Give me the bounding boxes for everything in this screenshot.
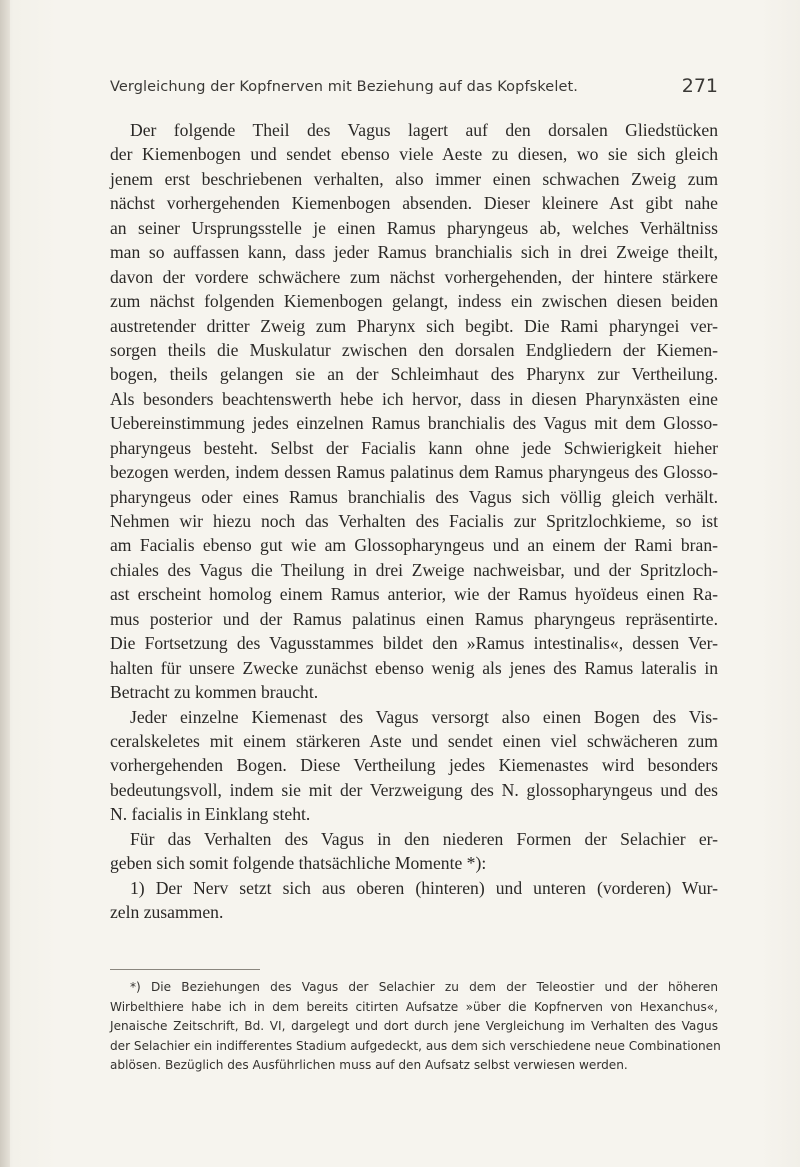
text-line: zum nächst folgenden Kiemenbogen gelangt, indess ein zwischen diesen beiden	[110, 291, 718, 312]
text-line: 1) Der Nerv setzt sich aus oberen (hinteren) und unteren (vorderen) Wur-	[130, 877, 718, 898]
text-line: mus posterior und der Ramus palatinus einen Ramus pharyngeus repräsentirte.	[110, 608, 718, 629]
text-line: sorgen theils die Muskulatur zwischen den dorsalen Endgliedern der Kiemen-	[110, 339, 718, 360]
footnote-line: Jenaische Zeitschrift, Bd. VI, dargelegt und dort durch jene Vergleichung im Verhalten des Vagus	[110, 1019, 718, 1033]
text-line: davon der vordere schwächere zum nächst vorhergehenden, der hintere stärkere	[110, 266, 718, 287]
text-line: am Facialis ebenso gut wie am Glossopharyngeus und an einem der Rami bran-	[110, 535, 718, 556]
text-line: chiales des Vagus die Theilung in drei Zweige nachweisbar, und der Spritzloch-	[110, 559, 718, 580]
text-line: Der folgende Theil des Vagus lagert auf den dorsalen Gliedstücken	[130, 120, 718, 140]
text-line: pharyngeus oder eines Ramus branchialis des Vagus sich völlig gleich verhält.	[110, 486, 718, 507]
text-line: der Kiemenbogen und sendet ebenso viele Aeste zu diesen, wo sie sich gleich	[110, 144, 718, 165]
footnote	[110, 978, 721, 1076]
footnote-line: Wirbelthiere habe ich in dem bereits citirten Aufsatze »über die Kopfnerven von Hexanchus«,	[110, 999, 718, 1014]
text-line: Uebereinstimmung jedes einzelnen Ramus branchialis des Vagus mit dem Glosso-	[110, 413, 718, 434]
page-binding-edge	[0, 0, 10, 1167]
text-line: bedeutungsvoll, indem sie mit der Verzweigung des N. glossopharyngeus und des	[110, 779, 718, 800]
text-line: nächst vorhergehenden Kiemenbogen absenden. Dieser kleinere Ast gibt nahe	[110, 193, 718, 214]
text-line: zeln zusammen.	[110, 902, 224, 922]
text-line: ast erscheint homolog einem Ramus anterior, wie der Ramus hyoïdeus einen Ra-	[110, 584, 718, 605]
text-line: Die Fortsetzung des Vagusstammes bildet den »Ramus intestinalis«, dessen Ver-	[110, 633, 718, 654]
text-line: austretender dritter Zweig zum Pharynx sich begibt. Die Rami pharyngei ver-	[110, 315, 718, 336]
text-line: bogen, theils gelangen sie an der Schleimhaut des Pharynx zur Vertheilung.	[110, 364, 718, 385]
text-line: Als besonders beachtenswerth hebe ich hervor, dass in diesen Pharynxästen eine	[110, 388, 718, 409]
text-line: Jeder einzelne Kiemenast des Vagus versorgt also einen Bogen des Vis-	[130, 706, 718, 727]
text-line: bezogen werden, indem dessen Ramus palatinus dem Ramus pharyngeus des Glosso-	[110, 462, 718, 483]
text-line: N. facialis in Einklang steht.	[110, 804, 311, 825]
text-line: pharyngeus besteht. Selbst der Facialis kann ohne jede Schwierigkeit hieher	[110, 437, 718, 458]
page-header	[110, 75, 718, 101]
text-line: an seiner Ursprungsstelle je einen Ramus pharyngeus ab, welches Verhältniss	[110, 217, 718, 238]
footnote-line: der Selachier ein indifferentes Stadium aufgedeckt, aus dem sich verschiedene neue Combinationen	[110, 1038, 721, 1053]
text-line: man so auffassen kann, dass jeder Ramus branchialis sich in drei Zweige theilt,	[110, 242, 718, 263]
main-text	[110, 118, 718, 924]
text-line: jenem erst beschriebenen verhalten, also immer einen schwachen Zweig zum	[110, 168, 718, 189]
footnote-line: *) Die Beziehungen des Vagus der Selachier zu dem der Teleostier und der höheren	[130, 980, 718, 994]
footnote-divider	[110, 969, 260, 970]
text-line: ceralskeletes mit einem stärkeren Aste und sendet einen viel schwächeren zum	[110, 730, 718, 751]
running-title: Vergleichung der Kopfnerven mit Beziehung auf das Kopfskelet.	[110, 79, 578, 95]
text-line: halten für unsere Zwecke zunächst ebenso wenig als jenes des Ramus lateralis in	[110, 657, 718, 678]
text-line: vorhergehenden Bogen. Diese Vertheilung jedes Kiemenastes wird besonders	[110, 755, 718, 776]
page-number: 271	[681, 75, 718, 97]
footnote-line: ablösen. Bezüglich des Ausführlichen muss auf den Aufsatz selbst verwiesen werden.	[110, 1058, 628, 1072]
text-line: Nehmen wir hiezu noch das Verhalten des Facialis zur Spritzlochkieme, so ist	[110, 511, 718, 531]
text-line: Betracht zu kommen braucht.	[110, 682, 319, 703]
text-line: geben sich somit folgende thatsächliche Momente *):	[110, 853, 487, 874]
text-line: Für das Verhalten des Vagus in den niederen Formen der Selachier er-	[130, 828, 718, 849]
